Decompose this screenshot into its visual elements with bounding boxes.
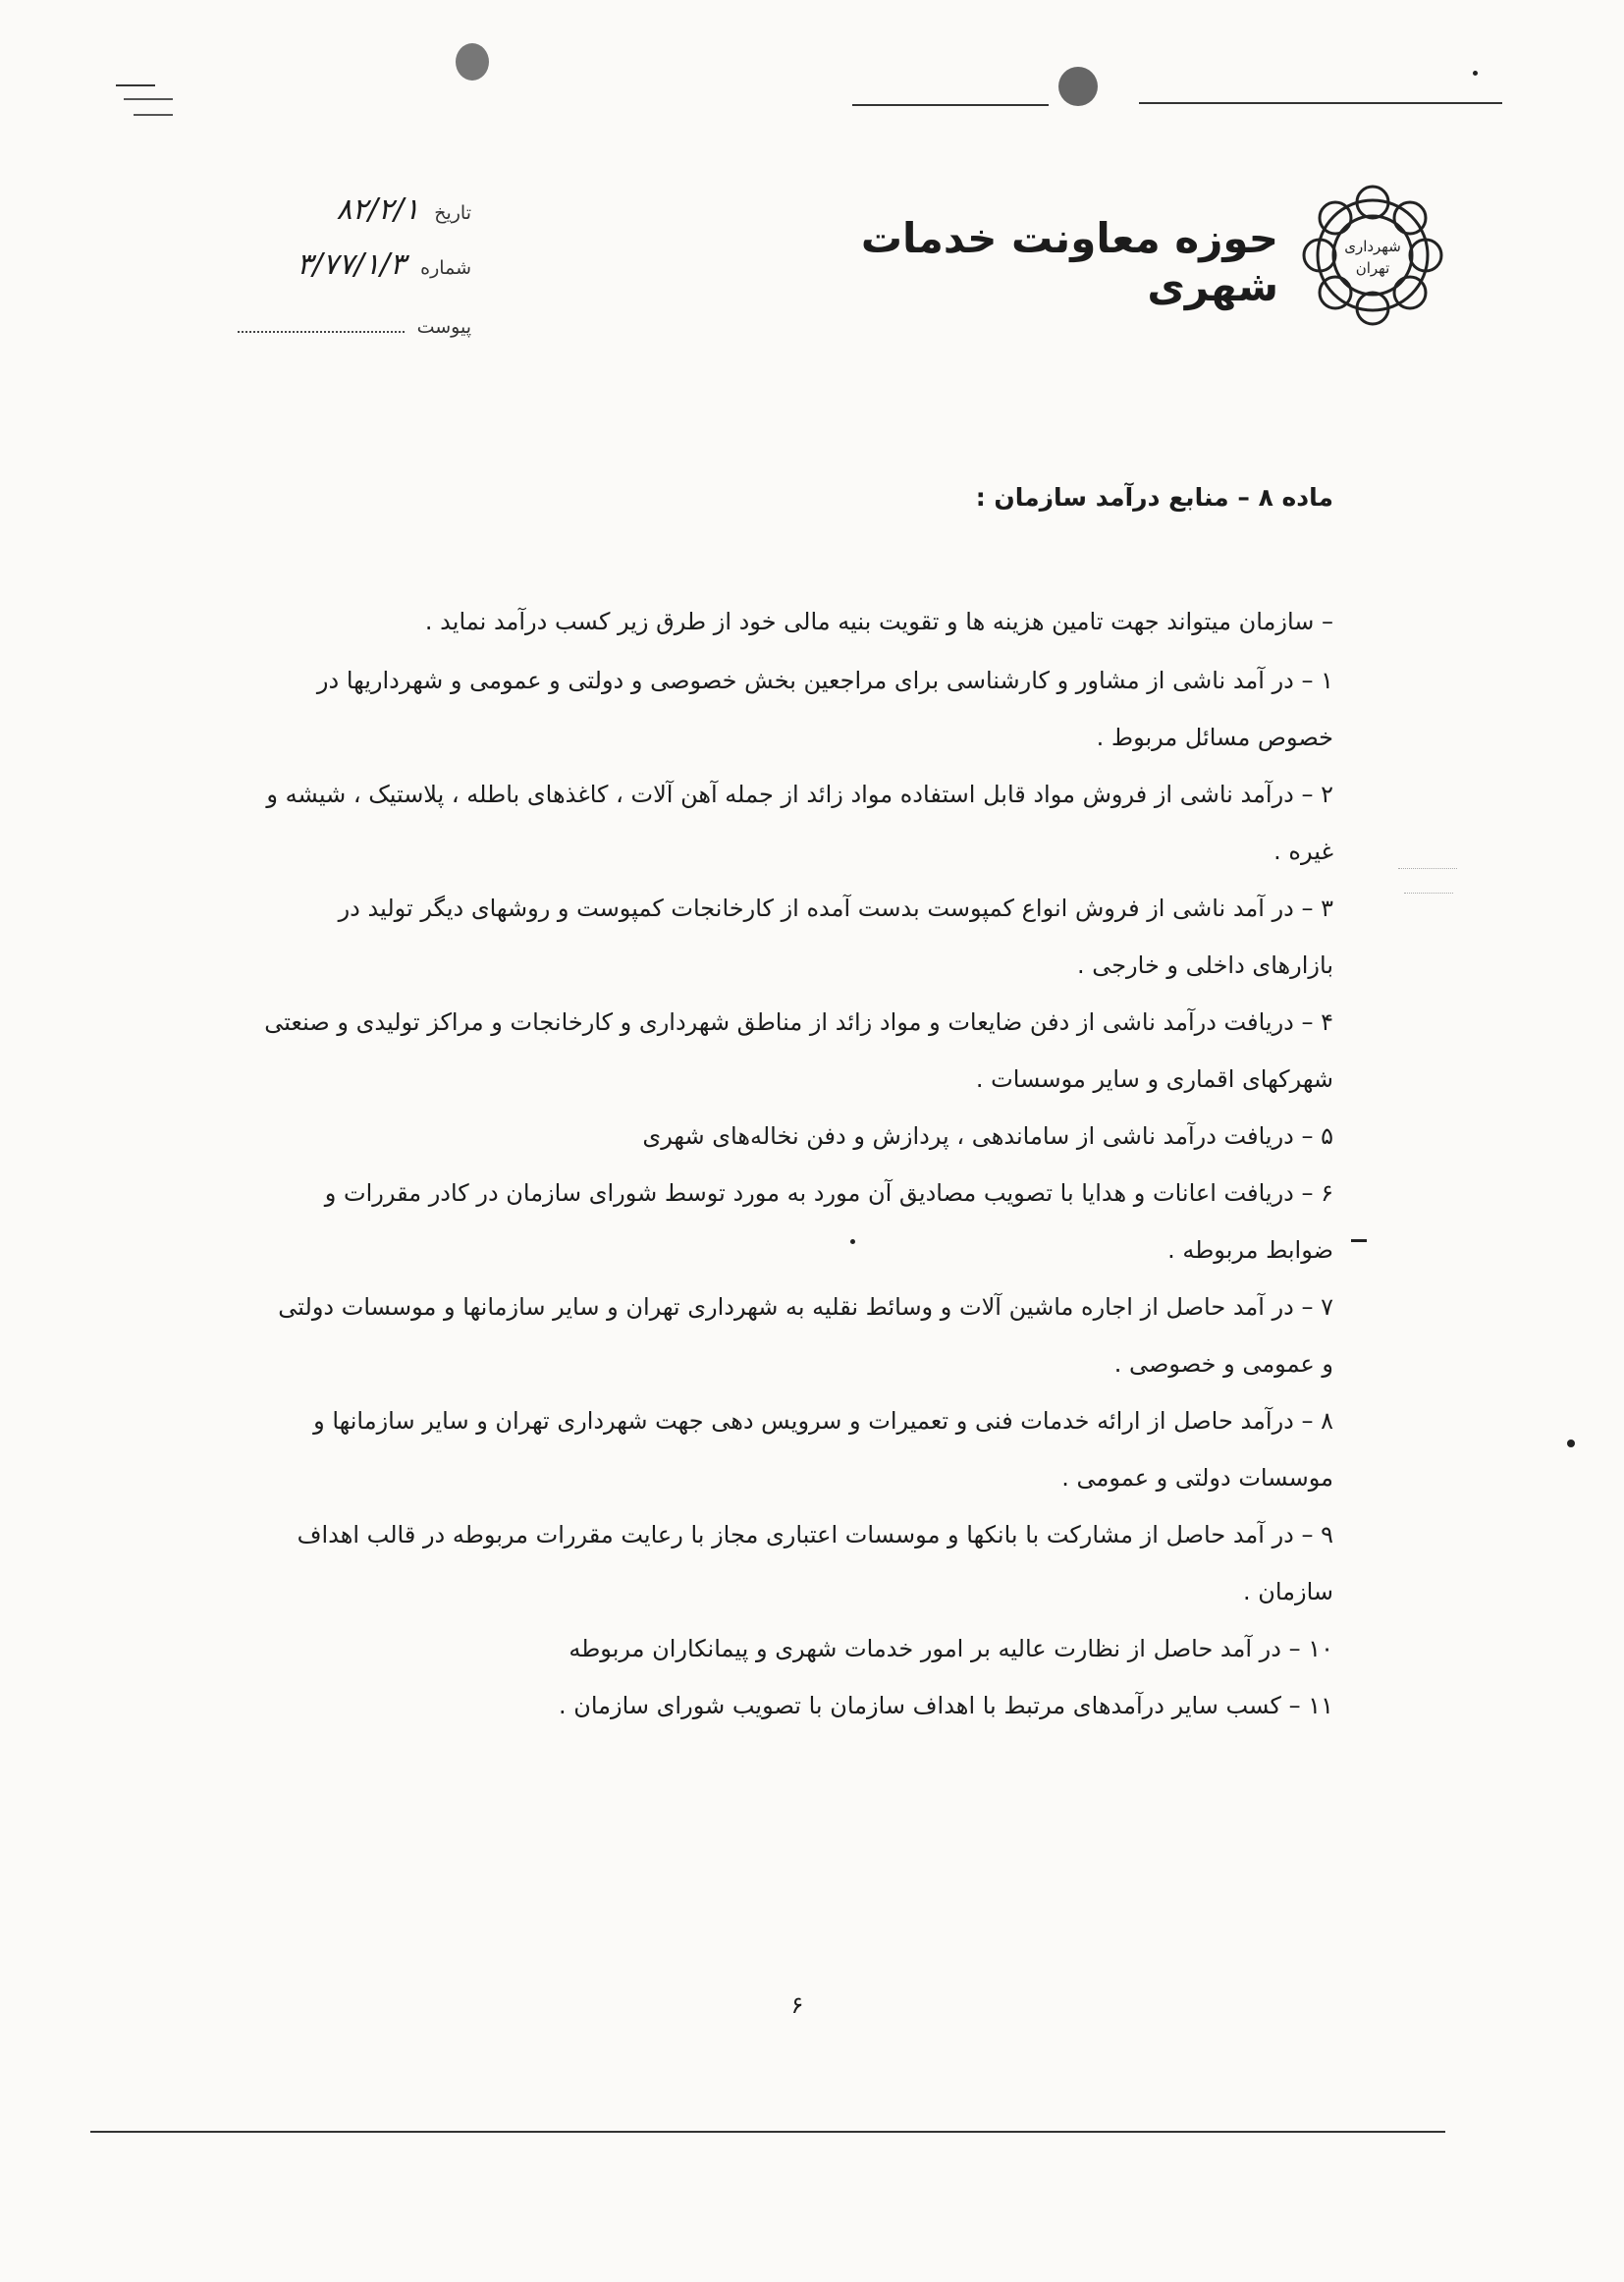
svg-text:تهران: تهران bbox=[1355, 259, 1390, 277]
footer-line bbox=[90, 2131, 1445, 2133]
list-item: ۱۱ – کسب سایر درآمدهای مرتبط با اهداف سازمان با تصویب شورای سازمان . bbox=[558, 1692, 1333, 1719]
list-item: ۳ – در آمد ناشی از فروش انواع کمپوست بدست آمده از کارخانجات کمپوست و روشهای دیگر تولید در بازارهای داخلی و خارجی . bbox=[338, 895, 1333, 979]
number-value: ۳/۷۷/۱/۳ bbox=[297, 247, 406, 282]
attachment-field bbox=[177, 314, 471, 339]
attachment-dots bbox=[238, 321, 405, 333]
number-field bbox=[177, 247, 471, 282]
scan-speck bbox=[1567, 1440, 1575, 1447]
intro-paragraph: – سازمان میتواند جهت تامین هزینه ها و تقویت بنیه مالی خود از طرق زیر کسب درآمد نماید . bbox=[424, 608, 1333, 635]
scan-speck bbox=[456, 43, 489, 81]
number-label: شماره bbox=[420, 257, 471, 279]
logo-lettering: شهرداری bbox=[1344, 238, 1401, 255]
list-item: ۸ – درآمد حاصل از ارائه خدمات فنی و تعمیرات و سرویس دهی جهت شهرداری تهران و سایر سازمانها و موسسات دولتی و عمومی . bbox=[313, 1407, 1333, 1492]
attachment-label: پیوست bbox=[416, 316, 471, 338]
scan-line bbox=[1139, 102, 1502, 104]
scan-speck bbox=[1058, 67, 1098, 106]
scan-line bbox=[852, 104, 1049, 106]
list-item: ۲ – درآمد ناشی از فروش مواد قابل استفاده مواد زائد از جمله آهن آلات ، کاغذهای باطله ، پلاستیک ، شیشه و غیره . bbox=[266, 781, 1333, 865]
list-item: ۶ – دریافت اعانات و هدایا با تصویب مصادیق آن مورد به مورد توسط شورای سازمان در کادر مقررات و ضوابط مربوطه . bbox=[324, 1179, 1333, 1264]
scan-mark bbox=[1351, 1239, 1367, 1242]
date-field bbox=[177, 192, 471, 227]
corner-stamp bbox=[118, 98, 173, 137]
list-item: ۷ – در آمد حاصل از اجاره ماشین آلات و وسائط نقلیه به شهرداری تهران و سایر سازمانها و موسسات دولتی و عمومی و خصوصی . bbox=[278, 1293, 1333, 1378]
list-item: ۹ – در آمد حاصل از مشارکت با بانکها و موسسات اعتباری مجاز با رعایت مقررات مربوطه در قالب اهداف سازمان . bbox=[297, 1521, 1333, 1605]
scan-speck bbox=[1473, 71, 1478, 76]
faded-margin-mark bbox=[1384, 854, 1463, 894]
list-item: ۱۰ – در آمد حاصل از نظارت عالیه بر امور خدمات شهری و پیمانکاران مربوطه bbox=[568, 1635, 1333, 1662]
date-label: تاریخ bbox=[434, 202, 471, 224]
revenue-list bbox=[263, 652, 1333, 1734]
date-value: ۸۲/۲/۱ bbox=[336, 192, 420, 227]
list-item: ۴ – دریافت درآمد ناشی از دفن ضایعات و مواد زائد از مناطق شهرداری و کارخانجات و مراکز تولیدی و صنعتی شهرکهای اقماری و سایر موسسات . bbox=[264, 1008, 1333, 1093]
article-title: ماده ۸ – منابع درآمد سازمان : bbox=[975, 483, 1333, 512]
municipality-logo bbox=[1294, 177, 1451, 334]
page-number: ۶ bbox=[790, 1991, 804, 2019]
scan-line bbox=[116, 84, 155, 86]
list-item: ۱ – در آمد ناشی از مشاور و کارشناسی برای مراجعین بخش خصوصی و دولتی و عمومی و شهرداریها در خصوص مسائل مربوط . bbox=[316, 667, 1333, 751]
list-item: ۵ – دریافت درآمد ناشی از ساماندهی ، پردازش و دفن نخاله‌های شهری bbox=[642, 1122, 1333, 1150]
organization-title: حوزه معاونت خدمات شهری bbox=[860, 214, 1278, 310]
